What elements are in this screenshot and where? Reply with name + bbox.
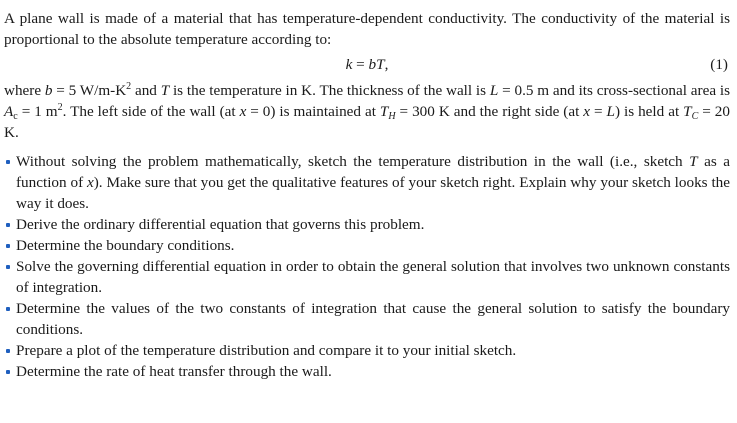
equation-body xyxy=(4,53,730,77)
eq-b: b xyxy=(368,56,377,73)
problem-intro: A plane wall is made of a material that has temperature-dependent conductivity. The conductivity of the material is proportional to the absolute temperature according to: xyxy=(4,10,730,48)
bullet-icon xyxy=(6,349,10,353)
bullet-icon xyxy=(6,370,10,374)
task-list xyxy=(4,151,730,382)
bullet-icon xyxy=(6,265,10,269)
bullet-icon xyxy=(6,223,10,227)
eq-equals: = xyxy=(352,56,369,73)
conductivity-equation xyxy=(4,53,730,77)
task-item-plot: Prepare a plot of the temperature distribution and compare it to your initial sketch. xyxy=(4,340,730,361)
bullet-icon xyxy=(6,244,10,248)
task-item-general-solution: Solve the governing differential equation in order to obtain the general solution that involves two unknown constants of integration. xyxy=(4,256,730,298)
task-item-bc: Determine the boundary conditions. xyxy=(4,235,730,256)
bullet-icon xyxy=(6,160,10,164)
equation-number: (1) xyxy=(710,56,728,73)
eq-T: T xyxy=(376,56,385,73)
bullet-icon xyxy=(6,307,10,311)
task-item-heat-rate: Determine the rate of heat transfer through the wall. xyxy=(4,361,730,382)
problem-parameters: where b = 5 $W/m-K^2$ and T is the temperature in K. The thickness of the wall is L = 0.5 m and its cross-sectional area is $A_c = 1$ $m^2$. The left side of the wall (at x = 0) is maintained at $T_H = 300$ K and the right side (at x = L) is held at $T_C = 20$ K. xyxy=(4,81,730,141)
task-item-ode: Derive the ordinary differential equation that governs this problem. xyxy=(4,214,730,235)
task-item-sketch: Without solving the problem mathematically, sketch the temperature distribution in the wall (i.e., sketch T as a function of x). Make sure that you get the qualitative features of your sketch right. Explain why your sketch looks the way it does. xyxy=(4,151,730,214)
task-item-constants: Determine the values of the two constants of integration that cause the general solution to satisfy the boundary conditions. xyxy=(4,298,730,340)
eq-k: k xyxy=(345,56,353,73)
eq-comma: , xyxy=(384,56,389,73)
